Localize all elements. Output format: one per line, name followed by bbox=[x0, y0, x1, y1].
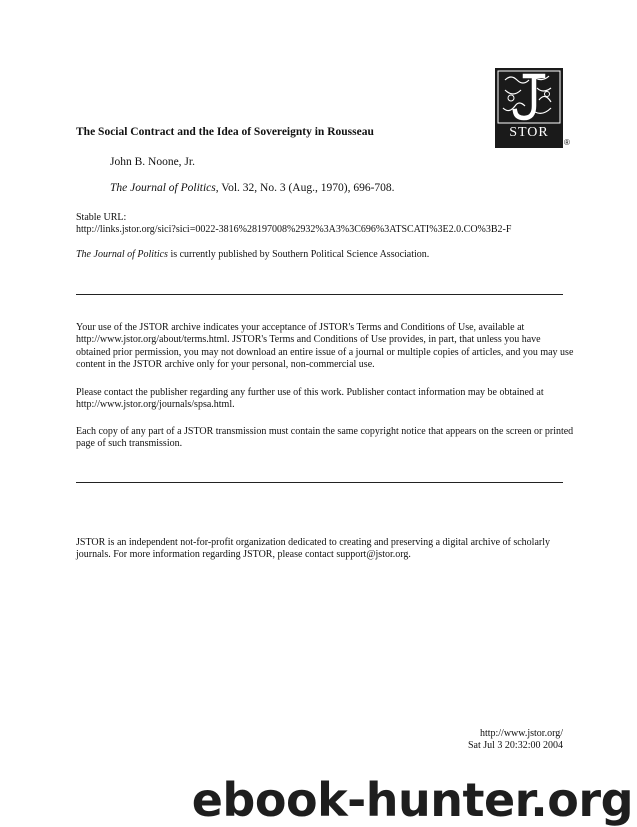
publisher-journal-name: The Journal of Politics bbox=[76, 249, 168, 260]
citation-details: , Vol. 32, No. 3 (Aug., 1970), 696-708. bbox=[215, 182, 395, 194]
article-author: John B. Noone, Jr. bbox=[110, 156, 195, 168]
divider-bottom bbox=[76, 482, 563, 483]
divider-top bbox=[76, 294, 563, 295]
footer-timestamp: Sat Jul 3 20:32:00 2004 bbox=[467, 740, 563, 751]
jstor-logo bbox=[495, 68, 573, 152]
watermark bbox=[0, 774, 637, 826]
contact-paragraph: Please contact the publisher regarding any further use of this work. Publisher contact information may be obtained at http://www.jstor.org/journals/spsa.html. bbox=[76, 387, 544, 411]
article-citation bbox=[110, 182, 395, 195]
copyright-paragraph: Each copy of any part of a JSTOR transmission must contain the same copyright notice that appears on the screen or printed page of such transmission. bbox=[76, 426, 574, 450]
logo-wordmark: STOR bbox=[509, 125, 549, 140]
journal-name: The Journal of Politics bbox=[110, 182, 216, 194]
publisher-notice bbox=[76, 248, 429, 261]
publisher-notice-text: is currently published by Southern Political Science Association. bbox=[167, 249, 430, 260]
about-jstor-paragraph: JSTOR is an independent not-for-profit organization dedicated to creating and preserving a digital archive of scholarly journals. For more information regarding JSTOR, please contact support@jstor.org. bbox=[76, 537, 551, 561]
footer-url[interactable]: http://www.jstor.org/ bbox=[479, 728, 563, 739]
stable-url-link[interactable]: http://links.jstor.org/sici?sici=0022-3816%28197008%2932%3A3%3C696%3ATSCATI%3E2.0.CO%3B2-F bbox=[76, 224, 512, 235]
registered-mark: ® bbox=[564, 138, 570, 147]
stable-url-label: Stable URL: bbox=[76, 212, 127, 223]
watermark-text: ebook-hunter.org bbox=[191, 773, 633, 827]
terms-paragraph: Your use of the JSTOR archive indicates your acceptance of JSTOR's Terms and Conditions of Use, available at http://www.jstor.org/about/terms.html. JSTOR's Terms and Conditions of Use provides, in part, that unless you have obtained prior permission, you may not download an entire issue of a journal or multiple copies of articles, and you may use content in the JSTOR archive only for your personal, non-commercial use. bbox=[76, 322, 574, 371]
article-title: The Social Contract and the Idea of Sovereignty in Rousseau bbox=[76, 126, 374, 138]
